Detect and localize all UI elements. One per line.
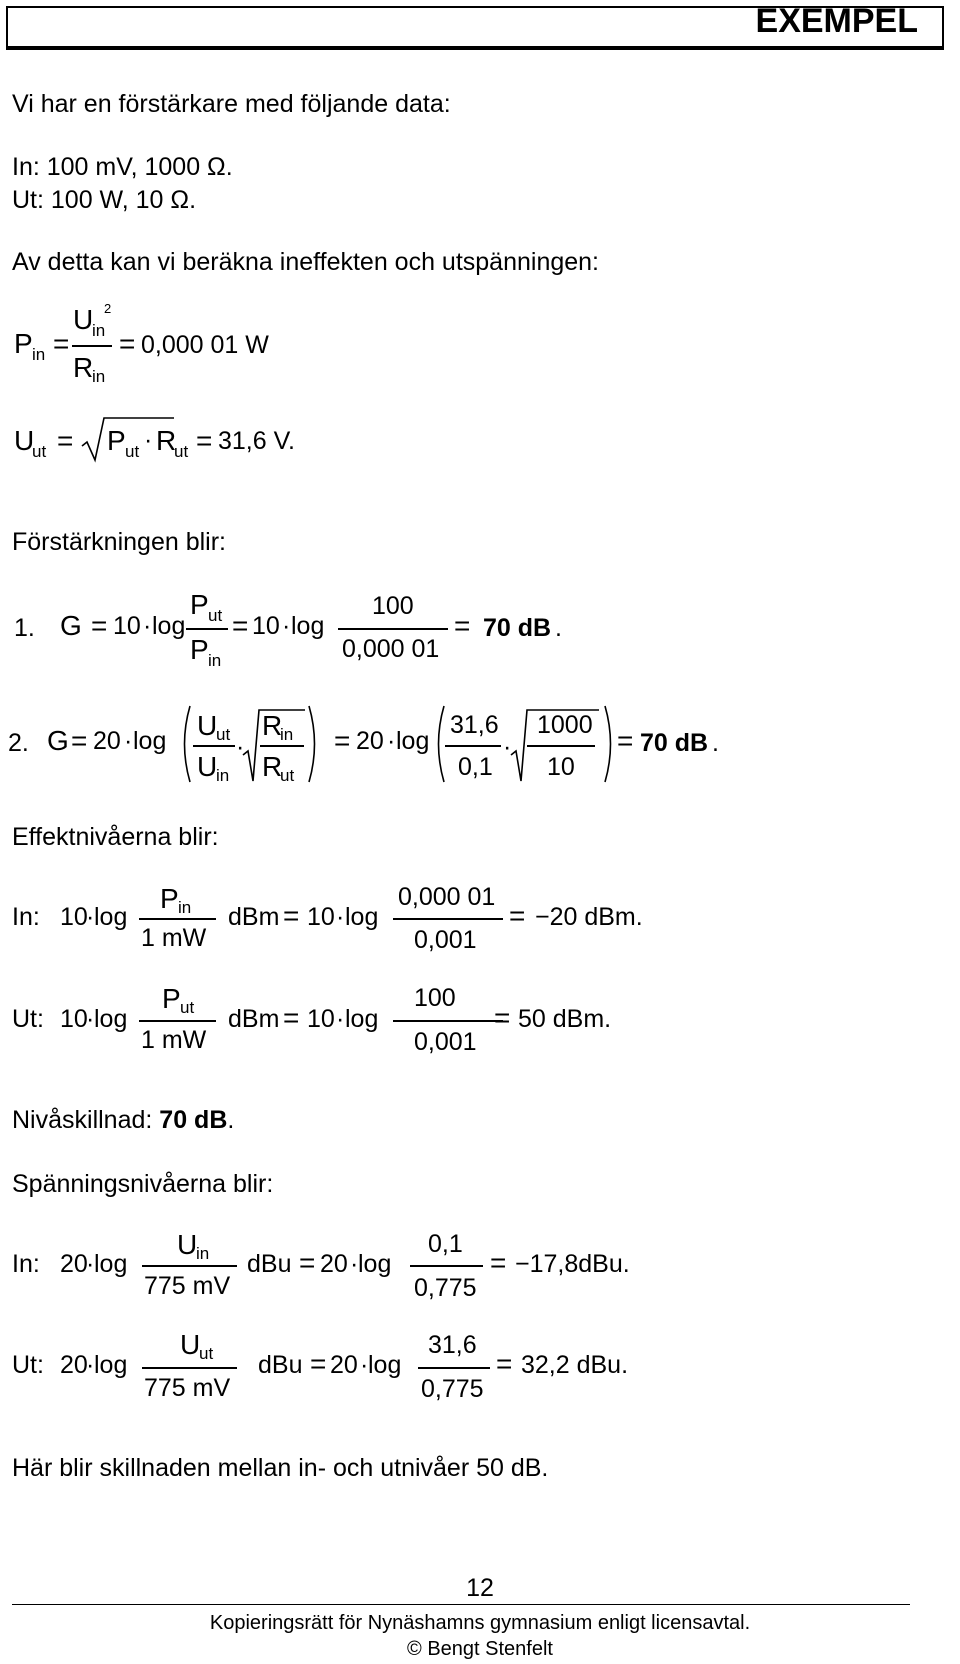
- eq-subscript: in: [216, 766, 230, 785]
- eq-result: −20 dBm.: [535, 903, 643, 931]
- fraction-bar: [193, 745, 235, 747]
- fraction-numerator: U: [180, 1329, 201, 1360]
- eq-subscript: in: [92, 321, 106, 340]
- log-function: log: [94, 903, 128, 931]
- item-number: 1.: [14, 614, 35, 642]
- output-data-line: Ut: 100 W, 10 Ω.: [12, 186, 197, 214]
- equals-sign: =: [310, 1348, 327, 1379]
- fraction-bar: [139, 918, 216, 920]
- log-function: log: [358, 1250, 392, 1278]
- eq-result: 31,6 V.: [218, 427, 295, 455]
- log-function: log: [368, 1351, 402, 1379]
- eq-period: .: [712, 729, 719, 757]
- multiply-dot: ·: [86, 903, 95, 931]
- multiply-dot: ·: [86, 1250, 95, 1278]
- equals-sign: =: [494, 1002, 511, 1033]
- fraction-denominator: 775 mV: [144, 1272, 231, 1300]
- footer-divider: [12, 1604, 910, 1605]
- multiply-dot: ·: [336, 1005, 345, 1033]
- eq-coefficient: 10: [252, 612, 280, 640]
- equals-sign: =: [91, 610, 108, 641]
- fraction-denominator: 0,775: [421, 1375, 484, 1403]
- fraction-numerator: 100: [372, 592, 414, 620]
- equals-sign: =: [509, 900, 526, 931]
- eq-coefficient: 20: [60, 1351, 88, 1379]
- unit-label: dBu: [247, 1250, 292, 1278]
- row-label: In:: [12, 1250, 40, 1278]
- eq-subscript: in: [92, 367, 106, 386]
- unit-label: dBu: [258, 1351, 303, 1379]
- fraction-bar: [72, 345, 112, 347]
- level-difference-line: [12, 1108, 234, 1133]
- eq-subscript: ut: [125, 442, 140, 461]
- multiply-dot: ·: [350, 1250, 359, 1278]
- eq-coefficient: 10: [307, 1005, 335, 1033]
- eq-symbol: R: [156, 425, 177, 456]
- eq-coefficient: 10: [113, 612, 141, 640]
- eq-coefficient: 20: [330, 1351, 358, 1379]
- fraction-bar: [445, 745, 501, 747]
- fraction-denominator: P: [190, 634, 209, 665]
- equals-sign: =: [334, 725, 351, 756]
- fraction-denominator: 0,000 01: [342, 635, 440, 663]
- section-heading: Förstärkningen blir:: [12, 528, 226, 556]
- equals-sign: =: [490, 1247, 507, 1278]
- fraction-numerator: U: [177, 1229, 198, 1260]
- fraction-numerator: P: [162, 983, 181, 1014]
- equals-sign: =: [53, 328, 70, 359]
- equals-sign: =: [299, 1247, 316, 1278]
- fraction-bar: [142, 1367, 237, 1369]
- equals-sign: =: [232, 610, 249, 641]
- fraction-numerator: 100: [414, 984, 456, 1012]
- eq-subscript: ut: [174, 442, 189, 461]
- fraction-denominator: 1 mW: [141, 1026, 207, 1054]
- fraction-numerator: 0,1: [428, 1230, 463, 1258]
- eq-coefficient: 10: [60, 903, 88, 931]
- eq-subscript: in: [280, 725, 294, 744]
- eq-coefficient: 10: [307, 903, 335, 931]
- multiply-dot: ·: [143, 612, 152, 640]
- equals-sign: =: [283, 1002, 300, 1033]
- row-label: Ut:: [12, 1351, 44, 1379]
- equals-sign: =: [496, 1348, 513, 1379]
- eq-symbol: P: [14, 328, 33, 359]
- multiply-dot: ·: [144, 426, 153, 454]
- fraction-numerator: R: [262, 710, 283, 741]
- fraction-bar: [338, 628, 448, 630]
- eq-superscript: 2: [104, 301, 112, 316]
- equals-sign: =: [119, 328, 136, 359]
- eq-coefficient: 20: [320, 1250, 348, 1278]
- footer-copyright: Kopieringsrätt för Nynäshamns gymnasium enligt licensavtal.: [209, 1612, 751, 1634]
- fraction-denominator: 0,1: [458, 753, 493, 781]
- eq-subscript: ut: [208, 606, 223, 625]
- fraction-numerator: 0,000 01: [398, 883, 496, 911]
- log-function: log: [94, 1005, 128, 1033]
- multiply-dot: ·: [86, 1005, 95, 1033]
- page-number: 12: [466, 1574, 494, 1602]
- eq-coefficient: 20: [93, 727, 121, 755]
- left-paren: [178, 705, 192, 783]
- eq-period: .: [555, 614, 562, 642]
- fraction-numerator: P: [160, 883, 179, 914]
- fraction-bar: [393, 918, 503, 920]
- fraction-bar: [527, 745, 595, 747]
- eq-result: −17,8dBu.: [515, 1250, 630, 1278]
- fraction-bar: [393, 1020, 503, 1022]
- fraction-bar: [139, 1020, 216, 1022]
- fraction-bar: [186, 628, 228, 630]
- eq-subscript: in: [196, 1244, 210, 1263]
- eq-subscript: in: [208, 651, 222, 670]
- log-function: log: [133, 727, 167, 755]
- calc-intro-line: Av detta kan vi beräkna ineffekten och utspänningen:: [12, 248, 599, 276]
- unit-label: dBm: [228, 903, 280, 931]
- multiply-dot: ·: [282, 612, 291, 640]
- eq-result: 70 dB: [640, 729, 709, 757]
- level-difference-label: Nivåskillnad:: [12, 1106, 153, 1134]
- row-label: Ut:: [12, 1005, 44, 1033]
- eq-coefficient: 20: [60, 1250, 88, 1278]
- log-function: log: [94, 1351, 128, 1379]
- eq-subscript: ut: [280, 766, 295, 785]
- eq-result: 32,2 dBu.: [521, 1351, 629, 1379]
- log-function: log: [396, 727, 430, 755]
- fraction-denominator: R: [73, 352, 94, 383]
- eq-symbol: U: [14, 425, 35, 456]
- multiply-dot: ·: [86, 1351, 95, 1379]
- left-paren: [432, 705, 446, 783]
- eq-subscript: in: [178, 898, 192, 917]
- equals-sign: =: [71, 725, 88, 756]
- unit-label: dBm: [228, 1005, 280, 1033]
- page-title: EXEMPEL: [755, 2, 918, 40]
- section-heading: Spänningsnivåerna blir:: [12, 1170, 274, 1198]
- item-number: 2.: [8, 729, 29, 757]
- eq-subscript: ut: [180, 998, 195, 1017]
- fraction-denominator: 1 mW: [141, 924, 207, 952]
- fraction-denominator: 0,775: [414, 1274, 477, 1302]
- level-difference-period: .: [227, 1106, 235, 1134]
- eq-result: 0,000 01 W: [141, 331, 269, 359]
- equals-sign: =: [617, 725, 634, 756]
- fraction-denominator: 10: [547, 753, 575, 781]
- row-label: In:: [12, 903, 40, 931]
- eq-symbol: G: [60, 610, 82, 641]
- log-function: log: [345, 1005, 379, 1033]
- right-paren: [603, 705, 617, 783]
- equals-sign: =: [57, 425, 74, 456]
- fraction-numerator: U: [73, 304, 94, 335]
- eq-coefficient: 10: [60, 1005, 88, 1033]
- multiply-dot: ·: [124, 727, 133, 755]
- fraction-denominator: 775 mV: [144, 1374, 231, 1402]
- log-function: log: [94, 1250, 128, 1278]
- equals-sign: =: [454, 610, 471, 641]
- eq-result: 70 dB: [483, 614, 552, 642]
- fraction-numerator: 31,6: [450, 711, 499, 739]
- fraction-bar: [410, 1265, 483, 1267]
- multiply-dot: ·: [387, 727, 396, 755]
- log-function: log: [291, 612, 325, 640]
- fraction-bar: [260, 745, 304, 747]
- fraction-bar: [418, 1367, 490, 1369]
- level-difference-value: 70 dB: [159, 1106, 228, 1134]
- intro-text: Vi har en förstärkare med följande data:: [12, 90, 451, 118]
- log-function: log: [152, 612, 186, 640]
- fraction-numerator: 1000: [537, 711, 593, 739]
- multiply-dot: ·: [336, 903, 345, 931]
- fraction-numerator: U: [197, 710, 218, 741]
- fraction-numerator: P: [190, 589, 209, 620]
- fraction-denominator: R: [262, 751, 283, 782]
- multiply-dot: ·: [503, 733, 512, 761]
- input-data-line: In: 100 mV, 1000 Ω.: [12, 153, 233, 181]
- fraction-bar: [142, 1265, 237, 1267]
- conclusion-text: Här blir skillnaden mellan in- och utnivåer 50 dB.: [12, 1454, 549, 1482]
- right-paren: [307, 705, 321, 783]
- log-function: log: [345, 903, 379, 931]
- eq-subscript: ut: [32, 442, 47, 461]
- eq-result: 50 dBm.: [518, 1005, 612, 1033]
- eq-subscript: ut: [216, 725, 231, 744]
- multiply-dot: ·: [236, 733, 245, 761]
- fraction-denominator: U: [197, 751, 218, 782]
- eq-subscript: ut: [199, 1344, 214, 1363]
- footer-author: © Bengt Stenfelt: [407, 1638, 553, 1660]
- multiply-dot: ·: [360, 1351, 369, 1379]
- eq-symbol: G: [47, 725, 69, 756]
- eq-subscript: in: [32, 345, 46, 364]
- fraction-denominator: 0,001: [414, 926, 477, 954]
- eq-coefficient: 20: [356, 727, 384, 755]
- equals-sign: =: [196, 425, 213, 456]
- fraction-numerator: 31,6: [428, 1331, 477, 1359]
- equals-sign: =: [283, 900, 300, 931]
- fraction-denominator: 0,001: [414, 1028, 477, 1056]
- section-heading: Effektnivåerna blir:: [12, 823, 219, 851]
- eq-symbol: P: [107, 425, 126, 456]
